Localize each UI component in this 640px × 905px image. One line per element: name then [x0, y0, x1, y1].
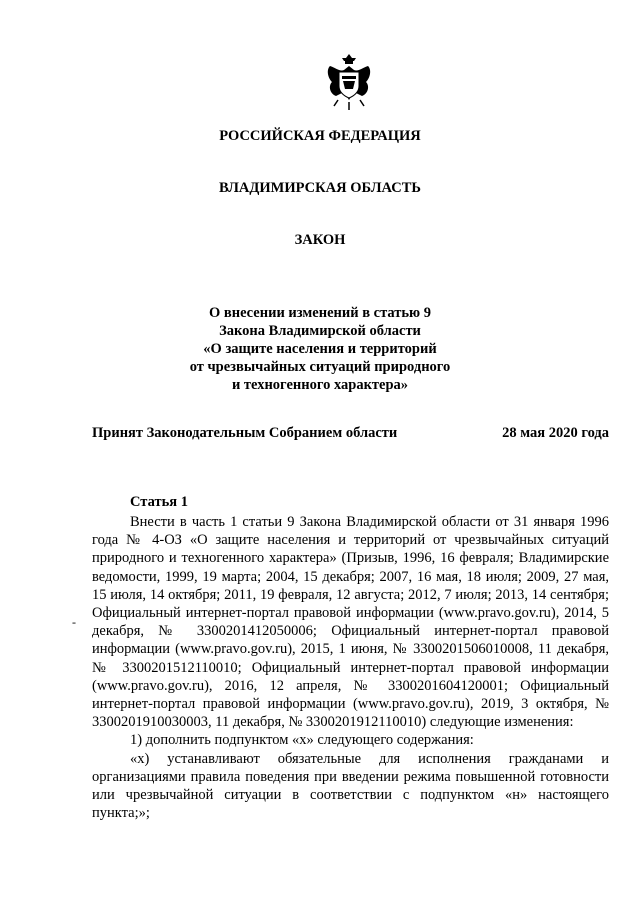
article-heading: Статья 1: [130, 494, 188, 510]
law-title: [0, 304, 640, 394]
region-heading: ВЛАДИМИРСКАЯ ОБЛАСТЬ: [219, 180, 421, 196]
article-paragraph: 1) дополнить подпунктом «х» следующего содержания:: [130, 732, 474, 749]
law-title-line: и техногенного характера»: [231, 377, 409, 393]
law-title-line: от чрезвычайных ситуаций природного: [189, 359, 451, 375]
country-heading: РОССИЙСКАЯ ФЕДЕРАЦИЯ: [219, 128, 421, 144]
document-type-heading: ЗАКОН: [294, 232, 346, 248]
adopted-by: Принят Законодательным Собранием области: [92, 425, 398, 441]
law-title-line: Закона Владимирской области: [219, 323, 421, 339]
adoption-date: 28 мая 2020 года: [502, 425, 609, 441]
coat-of-arms-emblem: [324, 52, 374, 112]
article-body: [92, 513, 609, 822]
margin-mark: -: [72, 615, 76, 629]
adoption-line: [92, 425, 609, 442]
law-title-line: О внесении изменений в статью 9: [208, 305, 432, 321]
article-paragraph: «х) устанавливают обязательные для исполнения гражданами и организациями правила поведения при введении режима повышенной готовности или чрезвычайной ситуации в соответствии с подпунктом «н» настоящего пункта;»;: [92, 750, 609, 822]
article-paragraph: Внести в часть 1 статьи 9 Закона Владимирской области от 31 января 1996 года № 4-ОЗ «О защите населения и территорий от чрезвычайных ситуаций природного и техногенного характера» (Призыв, 1996, 16 февраля; Владимирские ведомости, 1999, 19 марта; 2004, 15 декабря; 2007, 16 мая, 18 июля; 2009, 27 мая, 15 июля, 14 октября; 2011, 19 февраля, 12 августа; 2012, 7 июля; 2013, 14 сентября; Официальный интернет-портал правовой информации (www.pravo.gov.ru), 2014, 5 декабря, № 3300201412050006; Официальный интернет-портал правовой информации (www.pravo.gov.ru), 2015, 1 июня, № 3300201506010008, 11 декабря, № 3300201512110010; Официальный интернет-портал правовой информации (www.pravo.gov.ru), 2016, 12 апреля, № 3300201604120001; Официальный интернет-портал правовой информации (www.pravo.gov.ru), 2019, 3 октября, № 3300201910030003, 11 декабря, № 3300201912110010) следующие изменения:: [92, 514, 609, 731]
law-title-line: «О защите населения и территорий: [203, 341, 437, 357]
